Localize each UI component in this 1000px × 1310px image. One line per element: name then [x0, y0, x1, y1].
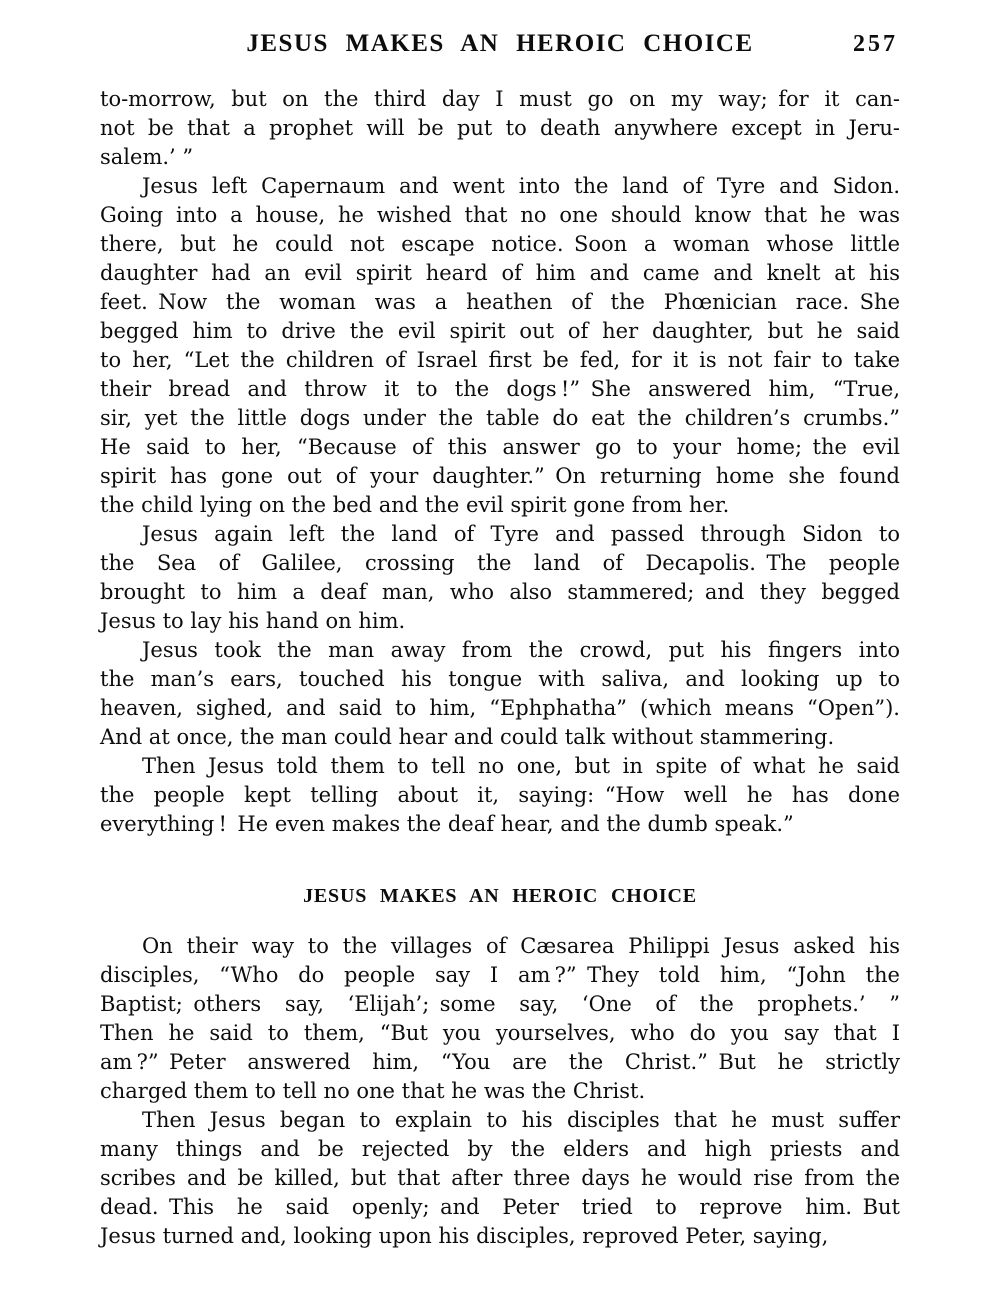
paragraph: [100, 520, 900, 636]
text-line: there, but he could not escape notice. Soon a woman whose little: [100, 232, 900, 256]
text-line: Then he said to them, “But you yourselves, who do you say that I: [100, 1021, 900, 1045]
text-line: He said to her, “Because of this answer go to your home; the evil: [100, 435, 900, 459]
text-line: the Sea of Galilee, crossing the land of Decapolis. The people: [100, 551, 900, 575]
text-line: daughter had an evil spirit heard of him and came and knelt at his: [100, 261, 900, 285]
text-line: scribes and be killed, but that after three days he would rise from the: [100, 1166, 900, 1190]
text-line: sir, yet the little dogs under the table do eat the children’s crumbs.”: [100, 406, 900, 430]
text-line: disciples, “Who do people say I am ?” They told him, “John the: [100, 963, 900, 987]
text-line: many things and be rejected by the elders and high priests and: [100, 1137, 900, 1161]
section-heading: JESUS MAKES AN HEROIC CHOICE: [303, 885, 697, 907]
text-line: feet. Now the woman was a heathen of the Phœnician race. She: [100, 290, 900, 314]
page-header: [100, 30, 900, 62]
page-number: 257: [853, 31, 898, 57]
text-line: charged them to tell no one that he was the Christ.: [100, 1079, 646, 1103]
text-line: heaven, sighed, and said to him, “Ephphatha” (which means “Open”).: [100, 696, 900, 720]
body-text-bottom: [100, 932, 900, 1251]
text-line: salem.’ ”: [100, 145, 194, 169]
paragraph: [100, 172, 900, 520]
paragraph: [100, 752, 900, 839]
text-line: begged him to drive the evil spirit out of her daughter, but he said: [100, 319, 900, 343]
text-line: On their way to the villages of Cæsarea Philippi Jesus asked his: [142, 934, 900, 958]
paragraph: [100, 85, 900, 172]
text-line: Jesus took the man away from the crowd, put his fingers into: [142, 638, 900, 662]
paragraph: [100, 932, 900, 1106]
text-line: dead. This he said openly; and Peter tried to reprove him. But: [100, 1195, 900, 1219]
text-line: the child lying on the bed and the evil spirit gone from her.: [100, 493, 730, 517]
running-title: JESUS MAKES AN HEROIC CHOICE: [246, 30, 754, 57]
text-line: Going into a house, he wished that no one should know that he was: [100, 203, 900, 227]
text-line: their bread and throw it to the dogs !” She answered him, “True,: [100, 377, 900, 401]
text-line: the people kept telling about it, saying: “How well he has done: [100, 783, 900, 807]
text-line: Jesus turned and, looking upon his disciples, reproved Peter, saying,: [100, 1224, 829, 1248]
text-line: the man’s ears, touched his tongue with saliva, and looking up to: [100, 667, 900, 691]
text-line: brought to him a deaf man, who also stammered; and they begged: [100, 580, 900, 604]
text-line: Jesus again left the land of Tyre and passed through Sidon to: [142, 522, 900, 546]
text-line: everything ! He even makes the deaf hear, and the dumb speak.”: [100, 812, 794, 836]
text-line: And at once, the man could hear and could talk without stammering.: [100, 725, 835, 749]
text-line: Then Jesus began to explain to his disciples that he must suffer: [142, 1108, 900, 1132]
text-line: to-morrow, but on the third day I must go on my way; for it can-: [100, 87, 900, 111]
text-line: to her, “Let the children of Israel first be fed, for it is not fair to take: [100, 348, 900, 372]
text-line: Jesus left Capernaum and went into the land of Tyre and Sidon.: [142, 174, 900, 198]
text-line: Jesus to lay his hand on him.: [100, 609, 406, 633]
text-line: Baptist; others say, ‘Elijah’; some say, ‘One of the prophets.’ ”: [100, 992, 900, 1016]
paragraph: [100, 1106, 900, 1251]
text-line: spirit has gone out of your daughter.” On returning home she found: [100, 464, 900, 488]
text-line: Then Jesus told them to tell no one, but in spite of what he said: [142, 754, 900, 778]
text-line: not be that a prophet will be put to death anywhere except in Jeru-: [100, 116, 900, 140]
paragraph: [100, 636, 900, 752]
text-line: am ?” Peter answered him, “You are the Christ.” But he strictly: [100, 1050, 900, 1074]
body-text-top: [100, 85, 900, 839]
